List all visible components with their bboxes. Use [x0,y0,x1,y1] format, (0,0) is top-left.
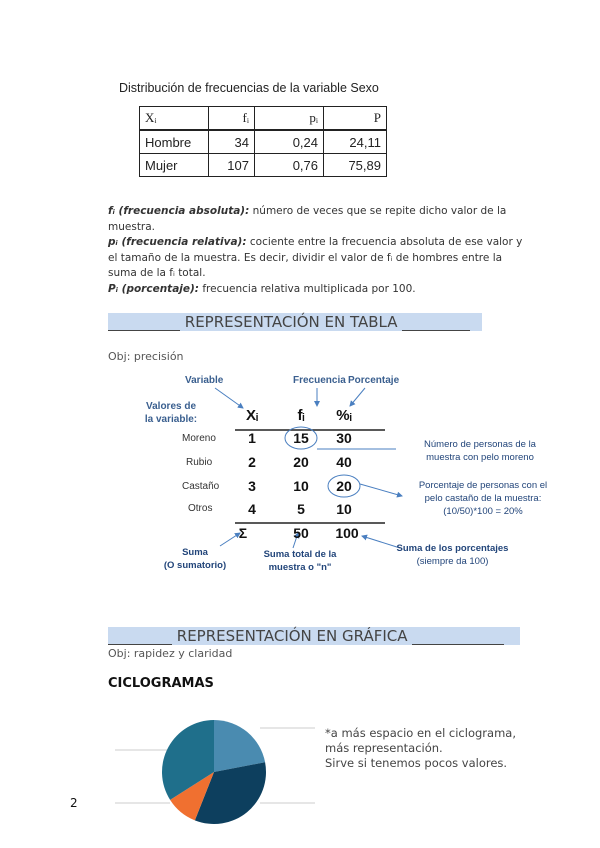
objective-tabla: Obj: precisión [108,350,184,363]
label-frecuencia: Frecuencia [293,375,346,386]
objective-grafica: Obj: rapidez y claridad [108,647,233,660]
arrow-variable [215,388,243,408]
header-pi: pᵢ [255,107,324,131]
row-label-castano: Castaño [182,481,220,492]
underline-right [412,632,504,645]
note-total [250,548,350,574]
table-row [140,130,387,154]
note-porcentajes [385,542,520,568]
schema-header-pi: %ᵢ [336,407,352,424]
underline-left [108,632,172,645]
cell-p: 40 [336,454,352,470]
cell-x: 1 [248,430,256,446]
cell-f: 20 [293,454,309,470]
note-line: pelo castaño de la muestra: [424,493,542,504]
cell-p: 30 [336,430,352,446]
note-line: más representación. [325,741,443,755]
label-line: la variable: [144,414,198,425]
cell-p: 20 [336,478,352,494]
ciclogramas-title: CICLOGRAMAS [108,676,214,691]
total-sigma: Σ [238,525,248,541]
label-variable: Variable [185,375,224,386]
term: Pᵢ (porcentaje): [108,282,200,295]
cell: 0,24 [255,130,324,154]
cell: 75,89 [324,154,387,177]
section-title: REPRESENTACIÓN EN GRÁFICA [176,627,408,645]
header-xi: Xᵢ [140,107,209,131]
frequency-table [139,106,387,177]
note-line: Suma de los porcentajes [396,543,509,554]
definition-text: cociente entre la frecuencia absoluta de ese valor y el tamaño de la muestra. Es decir, dividir el valor de fᵢ de hombres entre la suma de la fᵢ total. [108,236,523,279]
schema-header-xi: Xᵢ [245,407,259,424]
pie-chart [110,705,320,848]
total-f: 50 [293,525,309,541]
term: pᵢ (frecuencia relativa): [108,236,247,248]
note-line: muestra o "n" [268,562,332,573]
note-line: Suma [182,547,208,558]
cell-f: 5 [297,501,305,517]
note-line: (O sumatorio) [163,560,227,571]
frequency-table-title: Distribución de frecuencias de la variable Sexo [119,81,379,95]
note-line: muestra con pelo moreno [426,452,534,463]
cell-p: 10 [336,501,352,517]
note-line: Número de personas de la [424,439,536,450]
underline-right [402,318,470,331]
row-label-rubio: Rubio [186,457,213,468]
cell: 0,76 [255,154,324,177]
cell-f: 15 [293,430,309,446]
section-title: REPRESENTACIÓN EN TABLA [184,313,398,331]
definitions [108,204,528,297]
arrow-castano [360,484,402,496]
cell: 34 [209,130,255,154]
row-label-moreno: Moreno [182,433,216,444]
cell-x: 4 [248,501,256,517]
note-line: (siempre da 100) [416,556,489,567]
section-header-tabla [108,313,482,331]
definition-Pi [108,282,528,298]
note-line: Suma total de la [263,549,337,560]
definition-fi [108,204,528,235]
label-valores [140,400,202,426]
cell-x: 3 [248,478,256,494]
frequency-schema [100,370,580,585]
ciclograma-note [325,726,555,771]
header-p: P [324,107,387,131]
cell: 107 [209,154,255,177]
note-moreno [400,438,560,464]
arrow-porcentaje [350,388,365,406]
definition-text: frecuencia relativa multiplicada por 100. [199,282,416,295]
schema-header-fi: fᵢ [297,407,305,424]
row-label-otros: Otros [188,503,213,514]
cell: Hombre [140,130,209,154]
table-row [140,154,387,177]
page-number: 2 [70,796,78,810]
note-line: Porcentaje de personas con el [418,480,548,491]
table-header-row [140,107,387,131]
cell: Mujer [140,154,209,177]
note-suma [150,546,240,572]
definition-pi [108,235,528,282]
note-castano [398,479,568,518]
header-fi: fᵢ [209,107,255,131]
term: fᵢ (frecuencia absoluta): [108,205,250,217]
label-line: Valores de [145,401,197,412]
total-p: 100 [335,525,359,541]
cell-x: 2 [248,454,256,470]
definition-text: número de veces que se repite dicho valor de la muestra. [108,205,507,233]
underline-left [108,318,180,331]
note-line: (10/50)*100 = 20% [443,506,523,517]
cell-f: 10 [293,478,309,494]
section-header-grafica [108,627,520,645]
note-line: *a más espacio en el ciclograma, [325,726,516,740]
cell: 24,11 [324,130,387,154]
label-porcentaje: Porcentaje [348,375,400,386]
note-line: Sirve si tenemos pocos valores. [325,756,508,770]
